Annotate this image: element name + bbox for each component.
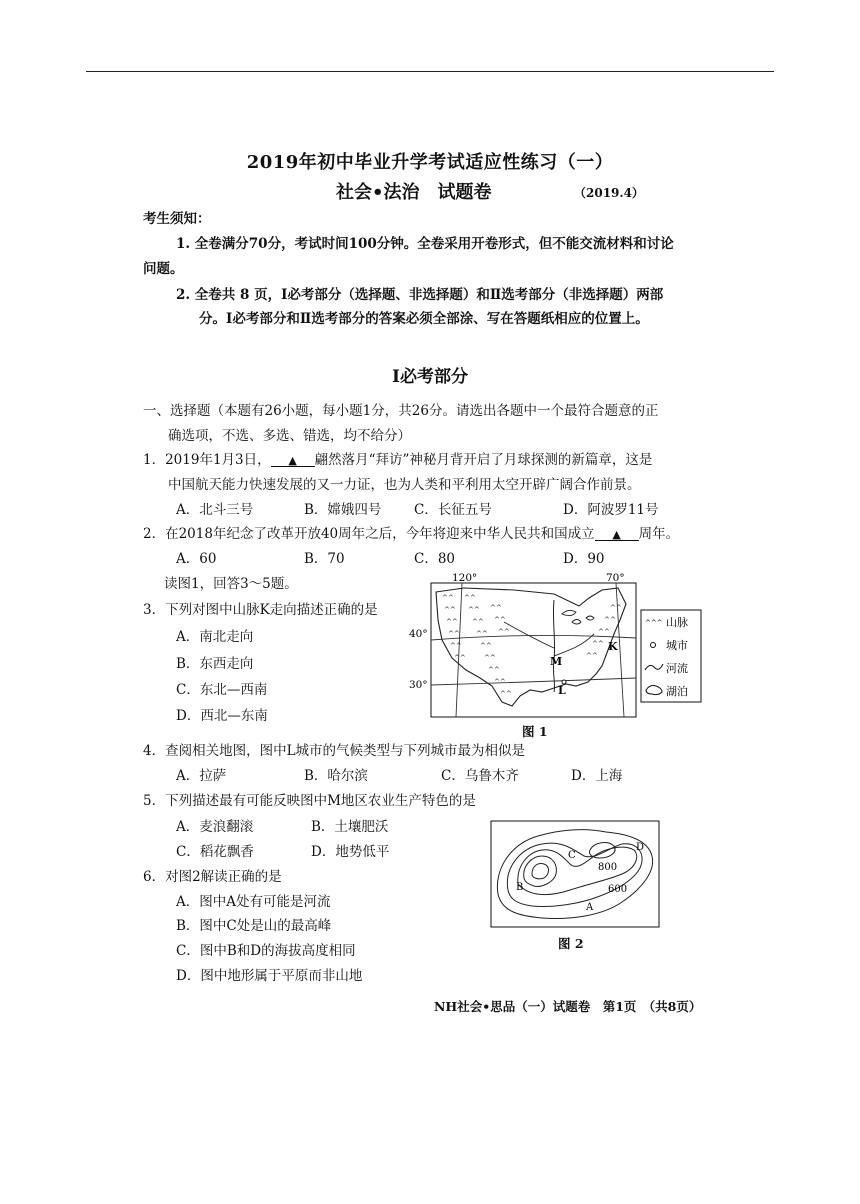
notice-item-2-cont: 分。Ⅰ必考部分和Ⅱ选考部分的答案必须全部涂、写在答题纸相应的位置上。 [199,311,649,327]
option: A．拉萨 [176,768,227,784]
svg-text:^^: ^^ [484,654,496,662]
figure-2-frame [491,821,659,927]
svg-text:^^: ^^ [450,642,462,650]
latitude-label: 30° [409,679,428,691]
option: C．乌鲁木齐 [441,768,519,784]
svg-text:^^: ^^ [454,654,466,662]
svg-text:^^: ^^ [448,630,460,638]
part1-heading-cont: 确选项，不选、多选、错选，均不给分） [168,428,411,444]
section-title: Ⅰ必考部分 [392,367,468,387]
point-m-label: M [550,655,563,668]
contour-value: 800 [598,862,618,873]
contour-value: 600 [608,884,628,895]
point-c-label: C [568,850,576,861]
option: C．长征五号 [414,502,492,518]
svg-text:^^: ^^ [468,606,480,614]
contour-line [589,843,615,858]
svg-text:^^: ^^ [494,678,506,686]
page-title: 2019年初中毕业升学考试适应性练习（一） [246,152,614,173]
option: B．70 [304,551,345,567]
svg-text:^^: ^^ [592,640,604,648]
option: C．80 [414,551,456,567]
page-footer: NH社会•思品（一）试题卷 第1页 （共8页） [434,999,702,1014]
svg-text:^^: ^^ [490,604,502,612]
option: C．图中B和D的海拔高度相同 [176,943,356,959]
notice-item-1: 1. 全卷满分70分，考试时间100分钟。全卷采用开卷形式，但不能交流材料和讨论 [176,236,674,252]
svg-text:^^: ^^ [442,594,454,602]
option: B．东西走向 [176,656,254,672]
latitude-label: 40° [409,628,428,640]
point-k-label: K [608,640,618,653]
option: A．麦浪翻滚 [176,819,254,835]
legend-river: 河流 [666,662,688,675]
answer-blank: ▲ [271,455,315,467]
svg-text:^^: ^^ [500,690,512,698]
part1-heading: 一、选择题（本题有26小题，每小题1分，共26分。请选出各题中一个最符合题意的正 [143,403,659,419]
option: A．北斗三号 [176,502,254,518]
question-5: 5．下列描述最有可能反映图中M地区农业生产特色的是 [143,793,476,809]
svg-text:^^: ^^ [480,642,492,650]
svg-text:^^: ^^ [446,618,458,626]
mississippi-river [553,600,554,692]
svg-text:^^: ^^ [604,616,616,624]
option: B．图中C处是山的最高峰 [176,918,332,934]
figure-1-map [404,570,704,738]
svg-text:^^: ^^ [610,604,622,612]
svg-text:^^: ^^ [464,594,476,602]
legend-mountain: 山脉 [666,616,688,629]
answer-blank: ▲ [595,529,639,541]
question-2-prefix: 2．在2018年纪念了改革开放40周年之后，今年将迎来中华人民共和国成立 [143,526,595,542]
point-l-label: L [558,684,566,697]
great-lakes [562,610,594,624]
figure-2-contour-map [490,820,660,928]
svg-text:^^: ^^ [472,618,484,626]
point-d-label: D [636,842,645,853]
figure-2-caption: 图 2 [558,936,584,951]
western-mountains [442,594,512,698]
city-legend-icon [651,643,656,648]
question-6: 6．对图2解读正确的是 [143,869,282,885]
contour-line [497,830,652,919]
question-1-suffix: 翩然落月“拜访”神秘月背开启了月球探测的新篇章，这是 [314,452,653,468]
longitude-label: 70° [606,572,625,584]
svg-text:^^: ^^ [586,652,598,660]
question-4: 4．查阅相关地图，图中L城市的气候类型与下列城市最为相似是 [143,743,526,759]
question-2-suffix: 周年。 [638,526,680,542]
longitude-line-120 [456,583,462,717]
notice-item-1-cont: 问题。 [143,261,184,277]
option: D．上海 [571,768,623,784]
contour-line [524,856,557,886]
river-legend-icon [645,664,663,670]
option: B．哈尔滨 [304,768,368,784]
notice-item-2: 2. 全卷共 8 页，Ⅰ必考部分（选择题、非选择题）和Ⅱ选考部分（非选择题）两部 [176,287,664,303]
question-3: 3．下列对图中山脉K走向描述正确的是 [143,602,378,618]
option: D．阿波罗11号 [563,502,659,518]
contour-line [532,863,549,878]
question-1-prefix: 1．2019年1月3日， [143,452,271,468]
legend-city: 城市 [666,639,688,652]
option: D．西北—东南 [176,708,268,724]
option: D．图中地形属于平原而非山地 [176,968,363,984]
option: B．嫦娥四号 [304,502,382,518]
exam-date: （2019.4） [574,186,644,200]
option: D．地势低平 [311,844,390,860]
notice-heading: 考生须知： [143,211,211,227]
option: C．东北—西南 [176,682,268,698]
option: A．南北走向 [176,629,254,645]
svg-text:^^: ^^ [488,666,500,674]
page-subtitle: 社会•法治 试题卷 [336,182,492,203]
svg-text:^^: ^^ [494,616,506,624]
svg-text:^^: ^^ [598,628,610,636]
mountain-legend-icon: ^^^ [645,619,663,627]
option: C．稻花飘香 [176,844,254,860]
option: D．90 [563,551,605,567]
lake-legend-icon [646,686,662,695]
legend-lake: 湖泊 [666,685,688,698]
question-1-cont: 中国航天能力快速发展的又一力证，也为人类和平利用太空开辟广阔合作前景。 [168,477,641,493]
question-1 [143,454,652,468]
latitude-line-30 [431,678,636,685]
top-rule [86,71,774,72]
option: A．图中A处有可能是河流 [176,894,331,910]
svg-text:^^: ^^ [476,630,488,638]
option: B．土壤肥沃 [311,819,389,835]
svg-text:^^: ^^ [444,606,456,614]
figure-1-caption: 图 1 [522,724,548,739]
question-2 [143,528,679,542]
point-a-label: A [586,902,594,913]
svg-text:^^: ^^ [498,628,510,636]
read-figure-1-instruction: 读图1，回答3～5题。 [164,576,298,592]
option: A．60 [176,551,217,567]
map-frame [431,583,636,717]
point-b-label: B [516,882,524,893]
longitude-label: 120° [452,572,478,584]
